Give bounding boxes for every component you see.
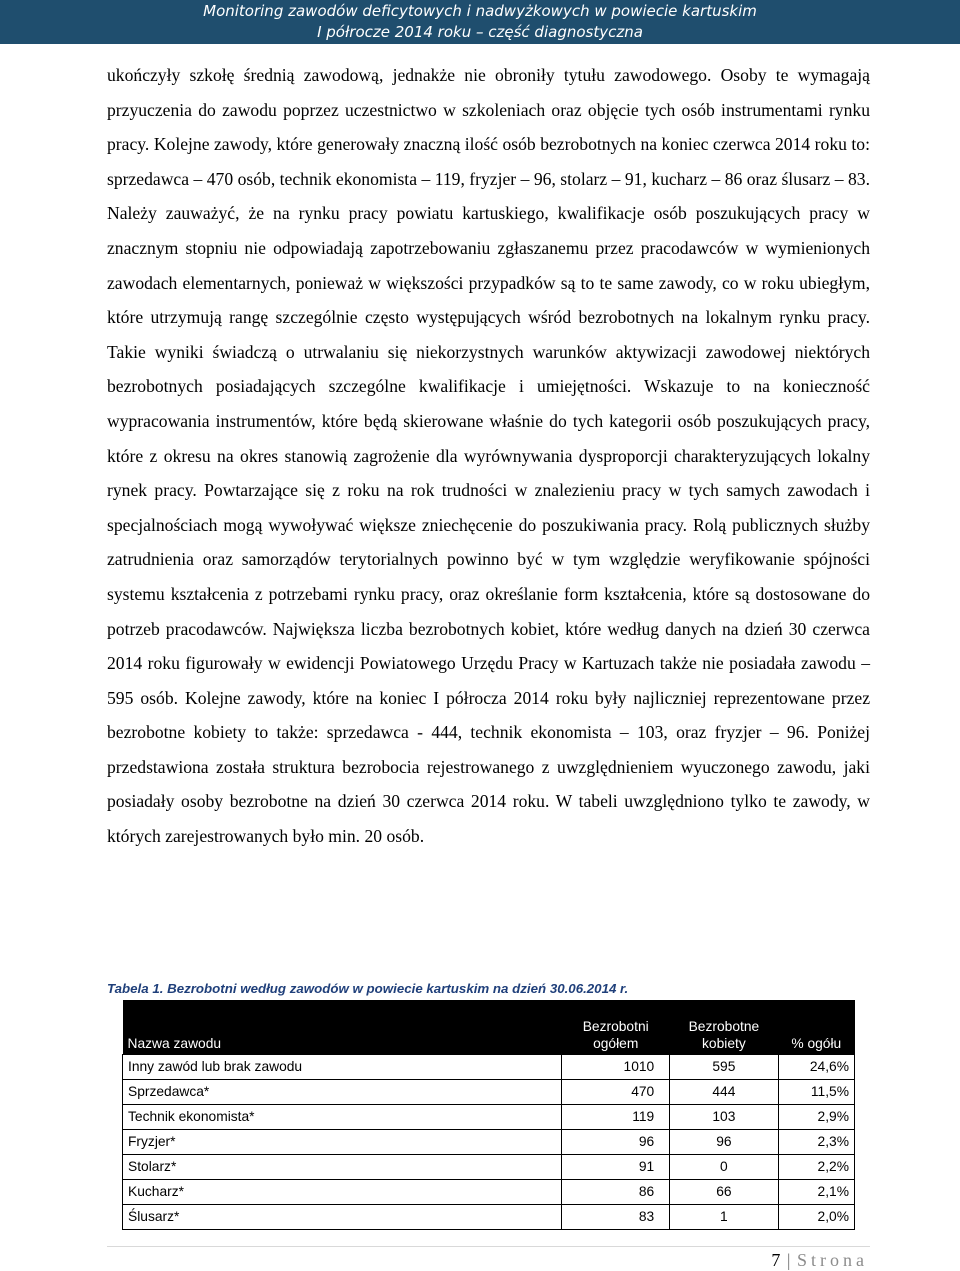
cell-total: 470 (562, 1080, 670, 1105)
page-header (0, 0, 960, 44)
cell-pct: 2,3% (778, 1130, 854, 1155)
cell-total: 83 (562, 1205, 670, 1230)
body-text (107, 58, 870, 854)
cell-pct: 2,1% (778, 1180, 854, 1205)
cell-total: 119 (562, 1105, 670, 1130)
cell-women: 1 (670, 1205, 778, 1230)
cell-name: Technik ekonomista* (123, 1105, 562, 1130)
header-subtitle: I półrocze 2014 roku – część diagnostyczna (317, 23, 643, 41)
cell-pct: 2,0% (778, 1205, 854, 1230)
cell-pct: 2,9% (778, 1105, 854, 1130)
table-row (123, 1180, 855, 1205)
cell-women: 444 (670, 1080, 778, 1105)
cell-women: 96 (670, 1130, 778, 1155)
cell-name: Stolarz* (123, 1155, 562, 1180)
table-row (123, 1155, 855, 1180)
cell-pct: 24,6% (778, 1055, 854, 1080)
cell-pct: 2,2% (778, 1155, 854, 1180)
header-women: Bezrobotne kobiety (670, 1000, 778, 1055)
table-row (123, 1105, 855, 1130)
footer-separator: | (786, 1250, 791, 1270)
table-row (123, 1080, 855, 1105)
page-number: 7 (771, 1250, 781, 1270)
cell-total: 1010 (562, 1055, 670, 1080)
cell-women: 595 (670, 1055, 778, 1080)
table-caption: Tabela 1. Bezrobotni według zawodów w powiecie kartuskim na dzień 30.06.2014 r. (107, 981, 629, 996)
page-footer (771, 1250, 868, 1271)
cell-name: Fryzjer* (123, 1130, 562, 1155)
cell-total: 96 (562, 1130, 670, 1155)
header-title: Monitoring zawodów deficytowych i nadwyżkowych w powiecie kartuskim (203, 2, 757, 20)
cell-pct: 11,5% (778, 1080, 854, 1105)
body-paragraph: ukończyły szkołę średnią zawodową, jednakże nie obroniły tytułu zawodowego. Osoby te wymagają przyuczenia do zawodu poprzez uczestnictwo w szkoleniach oraz objęcie tych osób instrumentami rynku pracy. Kolejne zawody, które generowały znaczną ilość osób bezrobotnych na koniec czerwca 2014 roku to: sprzedawca – 470 osób, technik ekonomista – 119, fryzjer – 96, stolarz – 91, kucharz – 86 oraz ślusarz – 83. Należy zauważyć, że na rynku pracy powiatu kartuskiego, kwalifikacje osób poszukujących pracy w znacznym stopniu nie odpowiadają zapotrzebowaniu zgłaszanemu przez pracodawców w wymienionych zawodach elementarnych, ponieważ w większości przypadków są to te same zawody, co w roku ubiegłym, które utrzymują rangę szczególnie często występujących wśród bezrobotnych na lokalnym rynku pracy. Takie wyniki świadczą o utrwalaniu się niekorzystnych warunków aktywizacji zawodowej niektórych bezrobotnych posiadających szczególne kwalifikacje i umiejętności. Wskazuje to na konieczność wypracowania instrumentów, które będą skierowane właśnie do tych kategorii osób poszukujących pracy, które z okresu na okres stanowią zagrożenie dla wyrównywania dysproporcji charakteryzujących lokalny rynek pracy. Powtarzające się z roku na rok trudności w znalezieniu pracy w tych samych zawodach i specjalnościach mogą wywoływać większe zniechęcenie do poszukiwania pracy. Rolą publicznych służby zatrudnienia oraz samorządów terytorialnych powinno być w tym względzie weryfikowanie spójności systemu kształcenia z potrzebami rynku pracy, oraz określanie form kształcenia, które są dostosowane do potrzeb pracodawców. Największa liczba bezrobotnych kobiet, które według danych na dzień 30 czerwca 2014 roku figurowały w ewidencji Powiatowego Urzędu Pracy w Kartuzach także nie posiadała zawodu – 595 osób. Kolejne zawody, które na koniec I półrocza 2014 roku były najliczniej reprezentowane przez bezrobotne kobiety to także: sprzedawca - 444, technik ekonomista – 103, oraz fryzjer – 96. Poniżej przedstawiona została struktura bezrobocia rejestrowanego z uwzględnieniem wyuczonego zawodu, jaki posiadały osoby bezrobotne na dzień 30 czerwca 2014 roku. W tabeli uwzględniono tylko te zawody, w których zarejestrowanych było min. 20 osób. (107, 65, 870, 847)
header-pct: % ogółu (778, 1000, 854, 1055)
footer-divider (107, 1246, 870, 1247)
table-row (123, 1130, 855, 1155)
cell-women: 66 (670, 1180, 778, 1205)
unemployed-table (122, 1000, 855, 1230)
cell-name: Ślusarz* (123, 1205, 562, 1230)
table-header-row (123, 1000, 855, 1055)
cell-women: 0 (670, 1155, 778, 1180)
cell-name: Inny zawód lub brak zawodu (123, 1055, 562, 1080)
table-row (123, 1205, 855, 1230)
page-word: Strona (797, 1250, 868, 1270)
cell-name: Kucharz* (123, 1180, 562, 1205)
table-row (123, 1055, 855, 1080)
cell-total: 86 (562, 1180, 670, 1205)
header-total: Bezrobotni ogółem (562, 1000, 670, 1055)
header-name: Nazwa zawodu (123, 1000, 562, 1055)
cell-total: 91 (562, 1155, 670, 1180)
cell-women: 103 (670, 1105, 778, 1130)
cell-name: Sprzedawca* (123, 1080, 562, 1105)
